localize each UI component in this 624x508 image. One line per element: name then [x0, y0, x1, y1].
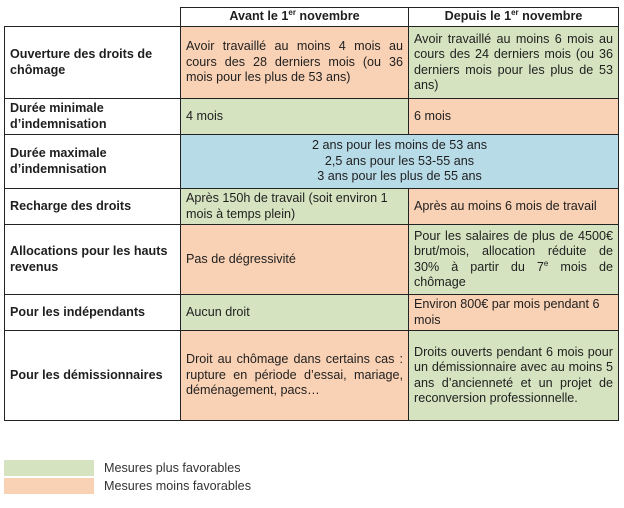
cell-before: Droit au chômage dans certains cas : rupture en période d’essai, mariage, déménagement, pacs…	[181, 331, 409, 421]
table-row	[5, 295, 619, 331]
column-header-before-suffix: novembre	[295, 9, 360, 24]
cell-after: Droits ouverts pendant 6 mois pour un démissionnaire avec au moins 5 ans d’ancienneté et un projet de reconversion professionnelle.	[409, 331, 619, 421]
table-row	[5, 189, 619, 225]
merged-line: 2 ans pour les moins de 53 ans	[311, 138, 488, 153]
legend-label-unfavorable: Mesures moins favorables	[104, 479, 251, 493]
header-empty-cell	[5, 8, 181, 27]
cell-before: Avoir travaillé au moins 4 mois au cours des 28 derniers mois (ou 36 mois pour les plus de 53 ans)	[181, 27, 409, 99]
table-row	[5, 225, 619, 295]
cell-after: Après au moins 6 mois de travail	[409, 189, 619, 225]
cell-after-text: Pour les salaires de plus de 4500€ brut/mois, allocation réduite de 30% à partir du 7	[414, 228, 613, 274]
table-row	[5, 99, 619, 135]
row-label: Durée minimale d’indemnisation	[5, 99, 181, 135]
cell-after: Avoir travaillé au moins 6 mois au cours des 24 derniers mois (ou 36 derniers mois pour les plus de 53 ans)	[409, 27, 619, 99]
table-row	[5, 331, 619, 421]
row-label: Durée maximale d’indemnisation	[5, 135, 181, 189]
row-label: Pour les démissionnaires	[5, 331, 181, 421]
cell-after: 6 mois	[409, 99, 619, 135]
legend-swatch-unfavorable	[4, 478, 94, 494]
row-label: Allocations pour les hauts revenus	[5, 225, 181, 295]
table-row	[5, 135, 619, 189]
comparison-table	[4, 7, 619, 421]
column-header-before	[181, 8, 409, 27]
column-header-after-text: Depuis le 1	[444, 9, 512, 24]
cell-merged	[181, 135, 619, 189]
column-header-after	[409, 8, 619, 27]
column-header-after-suffix: novembre	[518, 9, 583, 24]
cell-before: 4 mois	[181, 99, 409, 135]
header-row	[5, 8, 619, 27]
row-label: Pour les indépendants	[5, 295, 181, 331]
cell-after-suffix: mois de chômage	[414, 259, 613, 289]
column-header-after-sup: er	[511, 8, 519, 18]
cell-after	[409, 225, 619, 295]
legend	[4, 460, 404, 500]
cell-after: Environ 800€ par mois pendant 6 mois	[409, 295, 619, 331]
cell-before: Après 150h de travail (soit environ 1 mois à temps plein)	[181, 189, 409, 225]
merged-line: 3 ans pour les plus de 55 ans	[317, 169, 482, 184]
merged-line: 2,5 ans pour les 53-55 ans	[324, 153, 475, 168]
cell-before: Aucun droit	[181, 295, 409, 331]
cell-after-sup: e	[543, 258, 549, 268]
cell-before: Pas de dégressivité	[181, 225, 409, 295]
table-row	[5, 27, 619, 99]
row-label: Recharge des droits	[5, 189, 181, 225]
column-header-before-text: Avant le 1	[229, 9, 289, 24]
legend-label-favorable: Mesures plus favorables	[104, 461, 241, 475]
row-label: Ouverture des droits de chômage	[5, 27, 181, 99]
legend-swatch-favorable	[4, 460, 94, 476]
column-header-before-sup: er	[288, 8, 296, 18]
